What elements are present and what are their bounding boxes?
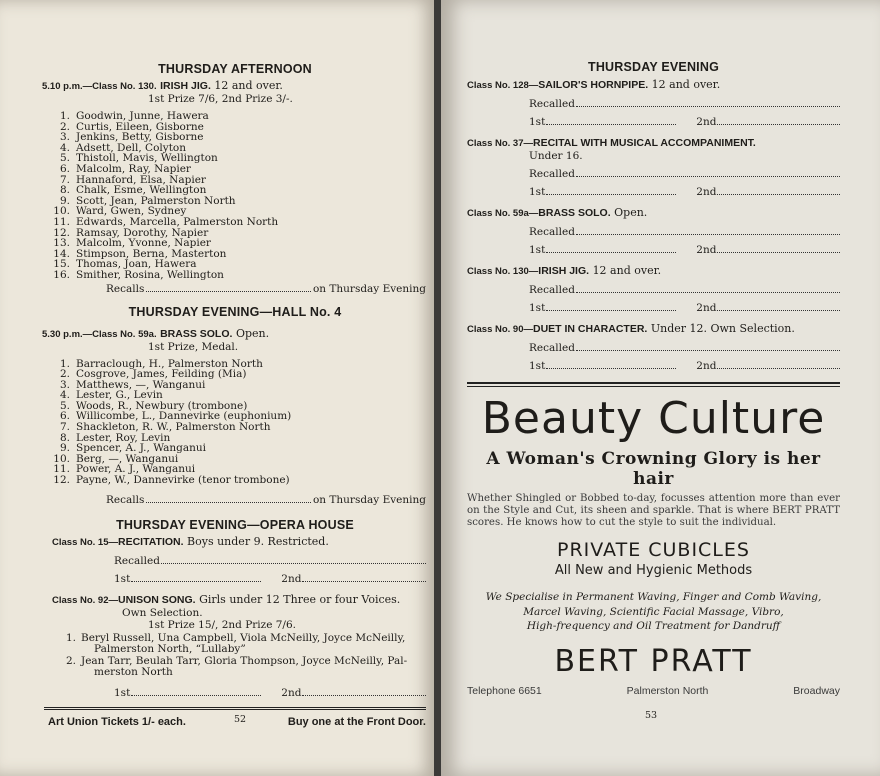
recalls-blank [146,291,311,292]
ad-contact [467,685,840,697]
entry-name: Spencer, A. J., Wanganui [76,442,206,455]
heading-thursday-evening-hall4: THURSDAY EVENING—HALL No. 4 [128,304,342,319]
entry-number: 7. [59,421,70,434]
class-15-line [52,535,426,549]
first-label: 1st [114,572,131,585]
spec-line: We Specialise in Permanent Waving, Finger and Comb Waving, [485,591,822,603]
recalls-label: Recalls [106,282,145,295]
class-prizes: 1st Prize 15/, 2nd Prize 7/6. [148,618,296,631]
entry-number: 5. [59,399,70,412]
recalls-label: Recalls [106,493,145,506]
class-title: DUET IN CHARACTER. [533,323,648,335]
entry-number: 9. [59,194,70,207]
left-page [0,0,436,776]
recalls-after: on Thursday Evening [312,493,426,506]
entry-text-cont: merston North [94,666,173,679]
entry-text-cont: Palmerston North, “Lullaby” [94,643,246,656]
class-title: RECITAL WITH MUSICAL ACCOMPANIMENT. [533,137,756,149]
class-title: RECITATION. [118,535,184,548]
ad-methods: All New and Hygienic Methods [554,563,753,578]
class-desc2: Own Selection. [122,606,203,619]
entry-number: 1. [66,631,77,644]
recalled-blank [576,292,840,293]
page-number: 53 [645,710,658,721]
entry-number: 13. [53,237,70,250]
second-blank [717,310,840,311]
entry-number: 2. [59,368,70,381]
entry-name: Smither, Rosina, Wellington [76,268,224,281]
first-label: 1st [529,360,546,372]
entry-number: 8. [59,184,70,197]
entry-name: Malcolm, Ray, Napier [76,162,191,175]
placings-line [467,186,840,198]
second-blank [302,581,426,582]
class-desc: Boys under 9. Restricted. [187,534,329,548]
class-desc: Open. [614,206,648,219]
recalled-blank [576,176,840,177]
class-label: Class No. 92— [52,594,118,606]
entry-number: 11. [53,215,70,228]
second-label: 2nd [696,360,717,372]
entry-number: 2. [66,654,77,667]
entry-number: 10. [53,452,70,465]
class-block [467,136,840,198]
class-label: Class No. 15— [52,536,118,548]
list-item [44,164,426,175]
entry-name: Woods, R., Newbury (trombone) [76,399,248,412]
second-label: 2nd [696,244,717,256]
entry-name: Willicombe, L., Dannevirke (euphonium) [76,410,292,423]
spec-line: Marcel Waving, Scientific Facial Massage, Vibro, [523,605,784,618]
recalls-line [44,283,426,295]
class-line [467,206,840,220]
first-blank [131,581,261,582]
recalled-line [467,226,840,238]
ad-business-name: BERT PRATT [554,643,753,679]
recalled-blank [576,234,840,235]
entry-number: 7. [59,173,70,186]
recalled-label: Recalled [529,226,575,238]
class-desc: 12 and over. [592,264,662,277]
list-item [44,217,426,228]
entry-name: Stimpson, Berna, Masterton [76,247,227,260]
entry-name: Malcolm, Yvonne, Napier [76,237,211,250]
ad-body: Whether Shingled or Bobbed to-day, focusses attention more than ever on the Style and Cut, its sheen and sparkle. That is where BERT PRATT scores. He knows how to cut the style to suit the individual. [467,493,840,528]
second-label: 2nd [696,116,717,128]
class-92-line [52,593,426,607]
entry-name: Shackleton, R. W., Palmerston North [76,421,271,434]
class-title: BRASS SOLO. [160,327,233,340]
class-line [467,322,840,336]
list-item [44,111,426,122]
first-blank [131,695,261,696]
class-label: Class No. 37— [467,138,533,149]
second-label: 2nd [281,572,302,585]
ad-tagline: A Woman's Crowning Glory is her hair [486,449,821,489]
first-label: 1st [529,116,546,128]
recalled-line [467,342,840,354]
placings-line [467,244,840,256]
first-blank [546,252,676,253]
first-blank [546,124,676,125]
recalled-line [467,168,840,180]
entry-number: 4. [59,389,70,402]
class-desc: Open. [235,326,270,340]
first-blank [546,310,676,311]
entry-number: 6. [59,162,70,175]
entry-text: Jean Tarr, Beulah Tarr, Gloria Thompson, Joyce McNeilly, Pal- [81,654,408,667]
second-blank [717,194,840,195]
heading-thursday-evening-opera: THURSDAY EVENING—OPERA HOUSE [116,517,354,532]
entry-name: Lester, Roy, Levin [76,431,171,444]
first-label: 1st [529,244,546,256]
heading-thursday-afternoon: THURSDAY AFTERNOON [158,62,312,76]
entry-list-brass-solo [44,359,426,486]
class-desc2: Under 16. [529,150,583,162]
second-label: 2nd [281,686,302,699]
class-desc: 12 and over. [651,78,721,91]
second-blank [302,695,426,696]
entry-number: 14. [53,247,70,260]
recalled-line [467,98,840,110]
ad-headline: Beauty Culture [481,393,826,444]
recalled-label: Recalled [529,98,575,110]
page-number: 52 [234,714,247,725]
second-blank [717,368,840,369]
entry-text: Beryl Russell, Una Campbell, Viola McNeilly, Joyce McNeilly, [81,631,406,644]
entry-name: Ramsay, Dorothy, Napier [76,226,209,239]
placings-line [467,116,840,128]
class-desc: Girls under 12 Three or four Voices. [199,592,401,606]
class-line [467,136,840,150]
recalled-label: Recalled [529,168,575,180]
class-label: 5.30 p.m.—Class No. 59a. [42,328,157,340]
list-item [44,270,426,281]
right-page [441,0,880,776]
class-block [467,78,840,128]
class-title: UNISON SONG. [118,593,196,606]
entry-number: 6. [59,410,70,423]
class-label: 5.10 p.m.—Class No. 130. [42,81,157,92]
entry-number: 5. [59,152,70,165]
entry-name: Chalk, Esme, Wellington [76,184,207,197]
entry-name: Thomas, Joan, Hawera [76,258,197,271]
class-prizes: 1st Prize, Medal. [148,340,239,353]
first-label: 1st [529,302,546,314]
heading-thursday-evening: THURSDAY EVENING [587,60,719,74]
entry-name: Lester, G., Levin [76,389,163,402]
entry-name: Power, A. J., Wanganui [76,463,196,476]
entry-number: 10. [53,205,70,218]
first-blank [546,368,676,369]
second-label: 2nd [696,302,717,314]
class-list [467,78,840,372]
recalls-line [44,494,426,506]
entry-name: Ward, Gwen, Sydney [76,205,187,218]
spec-line: High-frequency and Oil Treatment for Dandruff [526,620,781,632]
entry-number: 4. [59,141,70,154]
recalled-label: Recalled [114,554,160,567]
recalled-blank [576,350,840,351]
ad-rule [467,382,840,387]
entry-name: Scott, Jean, Palmerston North [76,194,236,207]
second-blank [717,252,840,253]
ad-specialities [467,590,840,634]
entry-name: Barraclough, H., Palmerston North [76,357,263,370]
recalled-line [467,284,840,296]
first-blank [546,194,676,195]
entry-name: Curtis, Eileen, Gisborne [76,120,204,133]
placings-line [44,573,426,585]
entry-name: Berg, —, Wanganui [76,452,179,465]
entry-list-irish-jig [44,111,426,281]
entry-number: 1. [59,357,70,370]
class-label: Class No. 128— [467,80,539,91]
second-label: 2nd [696,186,717,198]
entry-number: 1. [59,110,70,122]
entry-name: Matthews, —, Wanganui [76,378,206,391]
class-59a-line [42,327,426,341]
entry-name: Thistoll, Mavis, Wellington [76,152,218,165]
ad-street: Broadway [793,684,840,697]
class-desc: Under 12. Own Selection. [650,322,795,335]
entry-number: 8. [59,431,70,444]
entry-name: Payne, W., Dannevirke (tenor trombone) [76,474,290,487]
ad-telephone: Telephone 6651 [467,684,542,697]
recalled-line [44,555,426,567]
first-label: 1st [529,186,546,198]
second-blank [717,124,840,125]
entry-number: 11. [53,463,70,476]
entry-number: 15. [53,258,70,271]
front-door-text: Buy one at the Front Door. [287,715,426,728]
entry-name: Jenkins, Betty, Gisborne [76,131,204,144]
placings-line [467,360,840,372]
class-label: Class No. 130— [467,266,539,277]
recalled-blank [161,563,426,564]
list-item [44,475,426,486]
class-desc: 12 and over. [214,79,283,92]
entry-number: 2. [59,120,70,133]
class-block [467,264,840,314]
unison-entries [44,633,426,679]
ad-cubicles: PRIVATE CUBICLES [557,539,750,561]
recalls-blank [146,502,311,503]
recalled-label: Recalled [529,284,575,296]
placings-line [44,687,426,699]
class-130-line [42,79,426,93]
placings-line [467,302,840,314]
class-prizes: 1st Prize 7/6, 2nd Prize 3/-. [148,93,293,105]
footer-rule [44,707,426,710]
entry-name: Edwards, Marcella, Palmerston North [76,215,279,228]
entry-number: 9. [59,442,70,455]
class-label: Class No. 90— [467,324,533,335]
class-title: SAILOR'S HORNPIPE. [538,79,649,91]
class-label: Class No. 59a— [467,208,539,219]
class-line [467,78,840,92]
entry-name: Goodwin, Junne, Hawera [76,110,209,122]
entry-number: 16. [53,268,70,281]
ad-town: Palmerston North [626,684,709,697]
class-title: BRASS SOLO. [538,207,611,219]
class-title: IRISH JIG. [538,265,590,277]
entry-number: 3. [59,131,70,144]
recalls-after: on Thursday Evening [312,282,426,295]
art-union-text: Art Union Tickets 1/- each. [48,715,186,728]
entry-number: 3. [59,378,70,391]
class-block [467,322,840,372]
entry-name: Adsett, Dell, Colyton [76,141,186,154]
entry-number: 12. [53,226,70,239]
entry-number: 12. [53,474,70,487]
entry-name: Cosgrove, James, Feilding (Mia) [76,368,247,381]
class-line [467,264,840,278]
recalled-label: Recalled [529,342,575,354]
class-title: IRISH JIG. [160,80,211,92]
recalled-blank [576,106,840,107]
first-label: 1st [114,686,131,699]
entry-name: Hannaford, Elsa, Napier [76,173,206,186]
class-block [467,206,840,256]
